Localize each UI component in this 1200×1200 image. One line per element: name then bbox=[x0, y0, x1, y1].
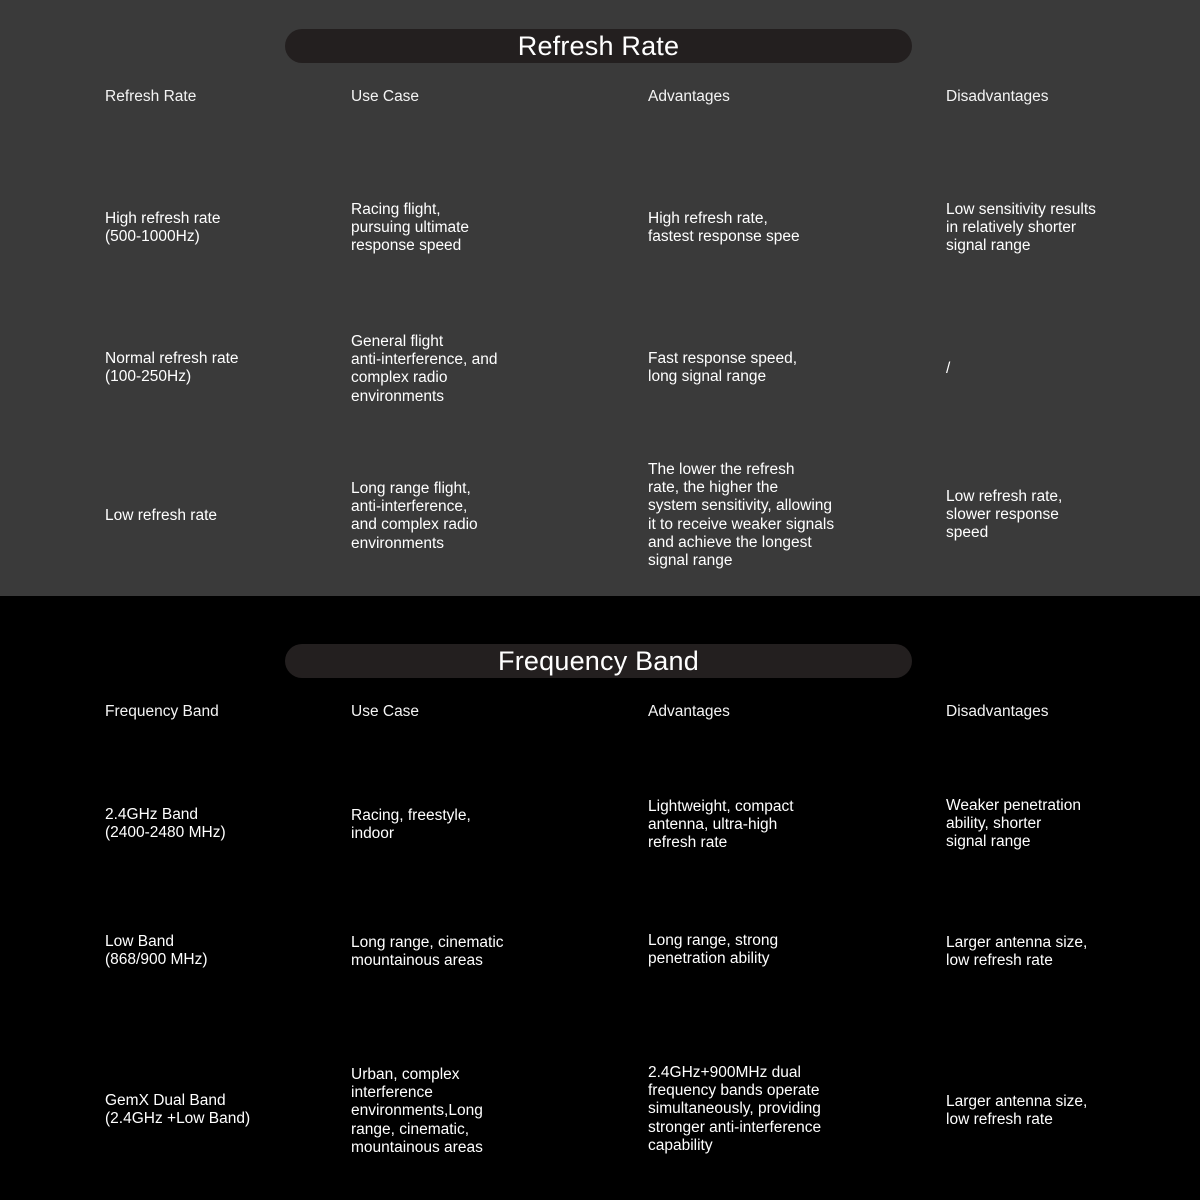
row-high-use-case: Racing flight, pursuing ultimate response speed bbox=[351, 201, 470, 255]
row-low-name: Low refresh rate bbox=[105, 507, 217, 524]
row-dualband-disadvantages: Larger antenna size, low refresh rate bbox=[946, 1093, 1088, 1129]
refresh-rate-title: Refresh Rate bbox=[285, 29, 912, 63]
header-advantages: Advantages bbox=[648, 703, 730, 720]
row-high-advantages: High refresh rate, fastest response spee bbox=[648, 210, 800, 246]
row-lowband-name: Low Band (868/900 MHz) bbox=[105, 933, 208, 969]
row-lowband-advantages: Long range, strong penetration ability bbox=[648, 932, 779, 968]
header-frequency-band: Frequency Band bbox=[105, 703, 219, 720]
row-normal-disadvantages: / bbox=[946, 360, 951, 377]
row-dualband-advantages: 2.4GHz+900MHz dual frequency bands operate simultaneously, providing stronger anti-interference capability bbox=[648, 1064, 822, 1154]
header-use-case: Use Case bbox=[351, 703, 420, 720]
header-advantages: Advantages bbox=[648, 88, 730, 105]
row-normal-name: Normal refresh rate (100-250Hz) bbox=[105, 350, 239, 386]
row-normal-advantages: Fast response speed, long signal range bbox=[648, 350, 798, 386]
row-dualband-use-case: Urban, complex interference environments,Long range, cinematic, mountainous areas bbox=[351, 1066, 483, 1156]
row-normal-use-case: General flight anti-interference, and complex radio environments bbox=[351, 333, 498, 405]
header-refresh-rate: Refresh Rate bbox=[105, 88, 197, 105]
row-24ghz-name: 2.4GHz Band (2400-2480 MHz) bbox=[105, 806, 226, 842]
frequency-band-section bbox=[0, 596, 1200, 1200]
row-dualband-name: GemX Dual Band (2.4GHz +Low Band) bbox=[105, 1092, 251, 1128]
row-lowband-use-case: Long range, cinematic mountainous areas bbox=[351, 934, 504, 970]
row-24ghz-advantages: Lightweight, compact antenna, ultra-high refresh rate bbox=[648, 798, 794, 852]
header-disadvantages: Disadvantages bbox=[946, 88, 1049, 105]
row-low-disadvantages: Low refresh rate, slower response speed bbox=[946, 488, 1063, 542]
row-24ghz-disadvantages: Weaker penetration ability, shorter signal range bbox=[946, 797, 1081, 851]
row-low-use-case: Long range flight, anti-interference, and complex radio environments bbox=[351, 480, 478, 552]
refresh-rate-section bbox=[0, 0, 1200, 596]
header-use-case: Use Case bbox=[351, 88, 420, 105]
row-low-advantages: The lower the refresh rate, the higher the system sensitivity, allowing it to receive weaker signals and achieve the longest signal range bbox=[648, 461, 835, 570]
header-disadvantages: Disadvantages bbox=[946, 703, 1049, 720]
row-high-name: High refresh rate (500-1000Hz) bbox=[105, 210, 221, 246]
row-24ghz-use-case: Racing, freestyle, indoor bbox=[351, 807, 471, 843]
frequency-band-title: Frequency Band bbox=[285, 644, 912, 678]
row-high-disadvantages: Low sensitivity results in relatively shorter signal range bbox=[946, 201, 1096, 255]
row-lowband-disadvantages: Larger antenna size, low refresh rate bbox=[946, 934, 1088, 970]
